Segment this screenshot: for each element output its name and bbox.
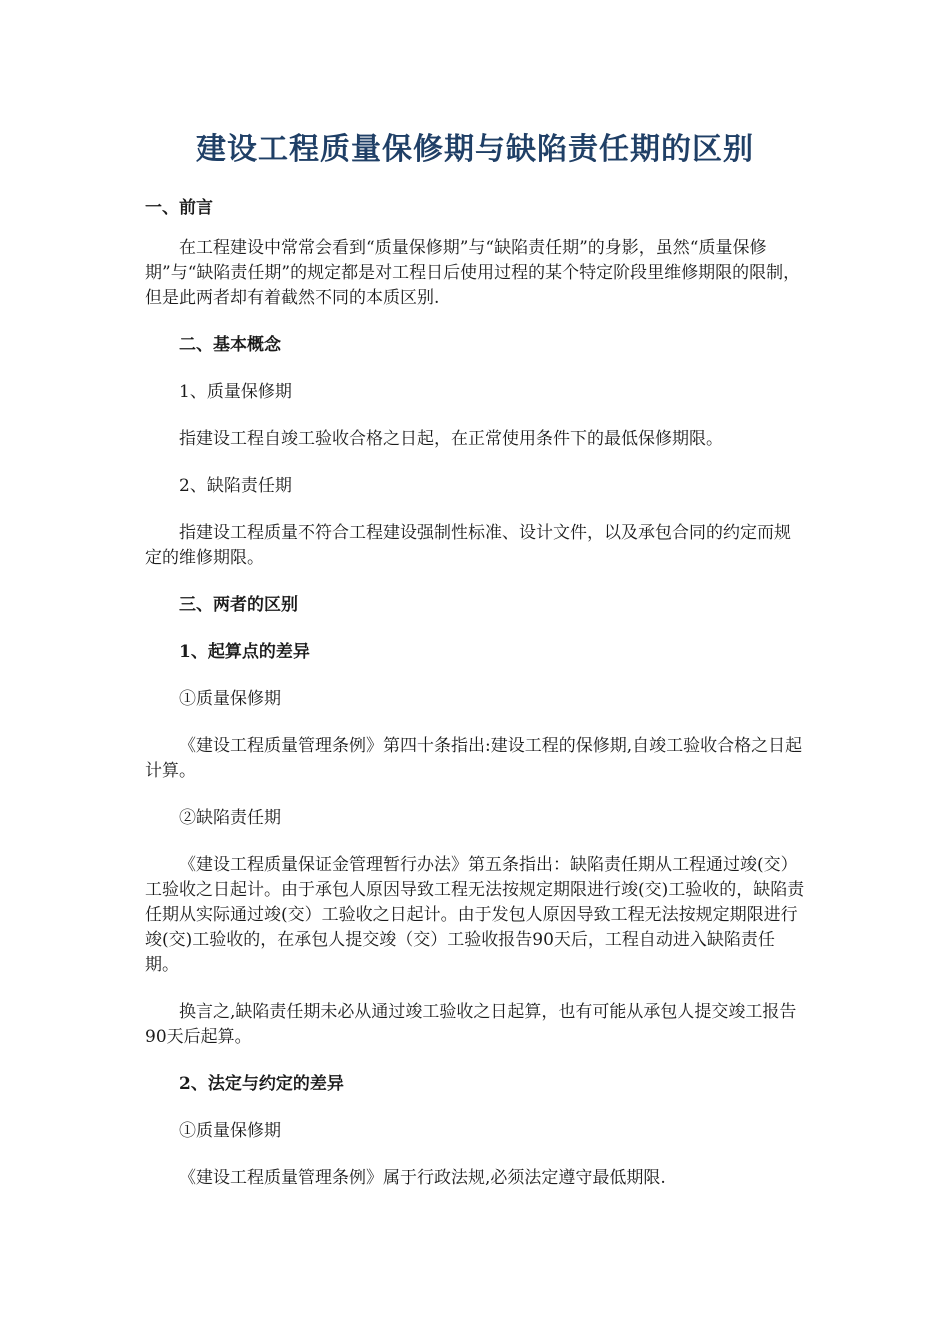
concept-item-2-text: 指建设工程质量不符合工程建设强制性标准、设计文件，以及承包合同的约定而规定的维修期限。 [145, 523, 791, 568]
concept-item-2: 2、缺陷责任期 [179, 476, 292, 496]
concept-item-1: 1、质量保修期 [179, 382, 292, 402]
section-heading-2: 二、基本概念 [179, 335, 281, 355]
section-heading-3: 三、两者的区别 [179, 595, 298, 615]
difference-1-label-b: ②缺陷责任期 [179, 808, 281, 828]
difference-subheading-2: 2、法定与约定的差异 [179, 1074, 344, 1094]
section-heading-1: 一、前言 [145, 198, 213, 218]
difference-1-summary: 换言之,缺陷责任期未必从通过竣工验收之日起算，也有可能从承包人提交竣工报告90天后起算。 [145, 1002, 797, 1047]
difference-subheading-1: 1、起算点的差异 [179, 642, 310, 662]
concept-item-1-text: 指建设工程自竣工验收合格之日起，在正常使用条件下的最低保修期限。 [179, 429, 723, 449]
difference-1-label-a: ①质量保修期 [179, 689, 281, 709]
document-title: 建设工程质量保修期与缺陷责任期的区别 [196, 132, 754, 167]
difference-2-label-a: ①质量保修期 [179, 1121, 281, 1141]
difference-1-text-a: 《建设工程质量管理条例》第四十条指出:建设工程的保修期,自竣工验收合格之日起计算。 [145, 736, 803, 781]
difference-2-text-a: 《建设工程质量管理条例》属于行政法规,必须法定遵守最低期限. [179, 1168, 666, 1188]
difference-1-text-b: 《建设工程质量保证金管理暂行办法》第五条指出：缺陷责任期从工程通过竣(交）工验收之日起计。由于承包人原因导致工程无法按规定期限进行竣(交)工验收的，缺陷责任期从实际通过竣(交）工验收之日起计。由于发包人原因导致工程无法按规定期限进行竣(交)工验收的，在承包人提交竣（交）工验收报告90天后，工程自动进入缺陷责任期。 [145, 855, 805, 975]
paragraph-intro: 在工程建设中常常会看到“质量保修期”与“缺陷责任期”的身影，虽然“质量保修期”与“缺陷责任期”的规定都是对工程日后使用过程的某个特定阶段里维修期限的限制，但是此两者却有着截然不同的本质区别. [145, 238, 801, 308]
document-body [145, 196, 805, 1191]
